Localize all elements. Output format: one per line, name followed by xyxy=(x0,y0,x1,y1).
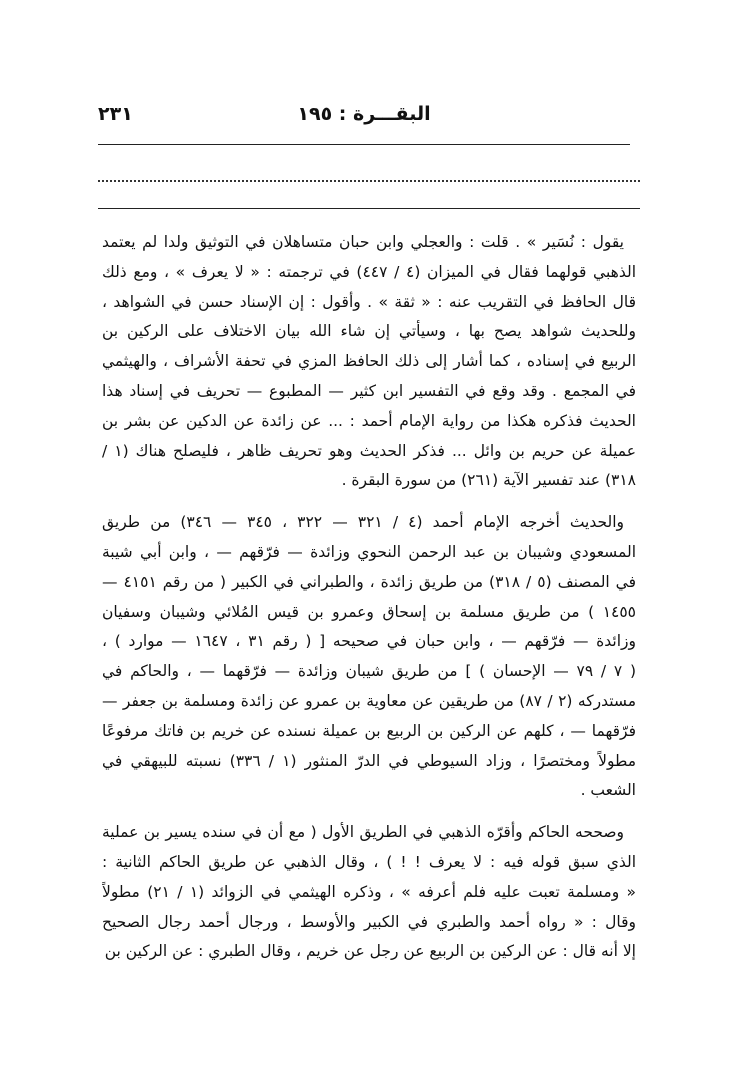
text-line: الربيع في إسناده ، كما أشار إلى ذلك الحافظ المزي في تحفة الأشراف ، والهيثمي xyxy=(102,352,636,371)
text-line: في المصنف (٥ / ٣١٨) من طريق زائدة ، والطبراني في الكبير ( من رقم ٤١٥١ — xyxy=(102,572,636,591)
text-line: عميلة عن حريم بن وائل ... فذكر الحديث وهو تحريف ظاهر ، فليصلح هناك (١ / xyxy=(102,441,636,460)
page-number: ٢٣١ xyxy=(98,103,133,125)
paragraph xyxy=(102,818,636,967)
text-line: والحديث أخرجه الإمام أحمد (٤ / ٣٢١ — ٣٢٢ ، ٣٤٥ — ٣٤٦) من طريق xyxy=(102,513,625,532)
text-line: قال الحافظ في التقريب عنه : « ثقة » . وأقول : إن الإسناد حسن في الشواهد ، xyxy=(102,292,636,311)
page-header xyxy=(98,103,630,133)
text-line: « ومسلمة تعبت عليه فلم أعرفه » ، وذكره الهيثمي في الزوائد (١ / ٢١) مطولاً xyxy=(102,882,636,901)
text-line: مستدركه (٢ / ٨٧) من طريقين عن معاوية بن عمرو عن زائدة ومسلمة بن جعفر — xyxy=(102,691,636,710)
footnote-rule xyxy=(98,208,640,209)
text-line: إلا أنه قال : عن الركين بن الربيع عن رجل عن خريم ، وقال الطبري : عن الركين بن xyxy=(104,942,636,961)
text-line: الذهبي قولهما فقال في الميزان (٤ / ٤٤٧) في ترجمته : « لا يعرف » ، ومع ذلك xyxy=(102,262,636,281)
running-title: البقـــرة : ١٩٥ xyxy=(297,103,431,125)
text-line: الشعب . xyxy=(580,781,636,800)
text-line: في المجمع . وقد وقع في التفسير ابن كثير — المطبوع — تحريف في إسناد هذا xyxy=(102,381,636,400)
dotted-separator xyxy=(98,180,640,182)
text-line: فرّقهما — ، كلهم عن الركين بن الربيع بن عميلة نسنده عن خريم بن فاتك مرفوعًا xyxy=(102,721,636,740)
text-line: وزائدة — فرّقهم — ، وابن حبان في صحيحه [ ( رقم ٣١ ، ١٦٤٧ — موارد ) ، xyxy=(102,632,636,651)
text-line: الحديث فذكره هكذا من رواية الإمام أحمد : ... عن زائدة عن الدكين عن بشر بن xyxy=(102,411,636,430)
paragraph xyxy=(102,508,636,806)
text-line: وصححه الحاكم وأقرّه الذهبي في الطريق الأول ( مع أن في سنده يسير بن عملية xyxy=(102,823,624,842)
text-line: ( ٧ / ٧٩ — الإحسان ) ] من طريق شيبان وزائدة — فرّقهما — ، والحاكم في xyxy=(102,662,636,681)
footnote-body xyxy=(102,228,636,967)
paragraph xyxy=(102,228,636,496)
text-line: وللحديث شواهد يصح بها ، وسيأتي إن شاء الله بيان الاختلاف على الركين بن xyxy=(102,322,636,341)
text-line: ٣١٨) عند تفسير الآية (٢٦١) من سورة البقرة . xyxy=(341,471,636,490)
text-line: الذي سبق قوله فيه : لا يعرف ! ! ) ، وقال الذهبي عن طريق الحاكم الثانية : xyxy=(102,852,636,871)
header-rule xyxy=(98,144,630,145)
text-line: ١٤٥٥ ) من طريق مسلمة بن إسحاق وعمرو بن قيس المُلائي وشيبان وسفيان xyxy=(102,602,636,621)
text-line: يقول : نُسَير » . قلت : والعجلي وابن حبان متساهلان في التوثيق ولدا لم يعتمد xyxy=(102,233,624,251)
text-line: مطولاً ومختصرًا ، وزاد السيوطي في الدرّ المنثور (١ / ٣٣٦) نسبته للبيهقي في xyxy=(102,751,636,770)
text-line: وقال : « رواه أحمد والطبري في الكبير والأوسط ، ورجال أحمد رجال الصحيح xyxy=(102,912,636,931)
text-line: المسعودي وشيبان بن عبد الرحمن النحوي وزائدة — فرّقهم — ، وابن أبي شيبة xyxy=(102,542,636,561)
